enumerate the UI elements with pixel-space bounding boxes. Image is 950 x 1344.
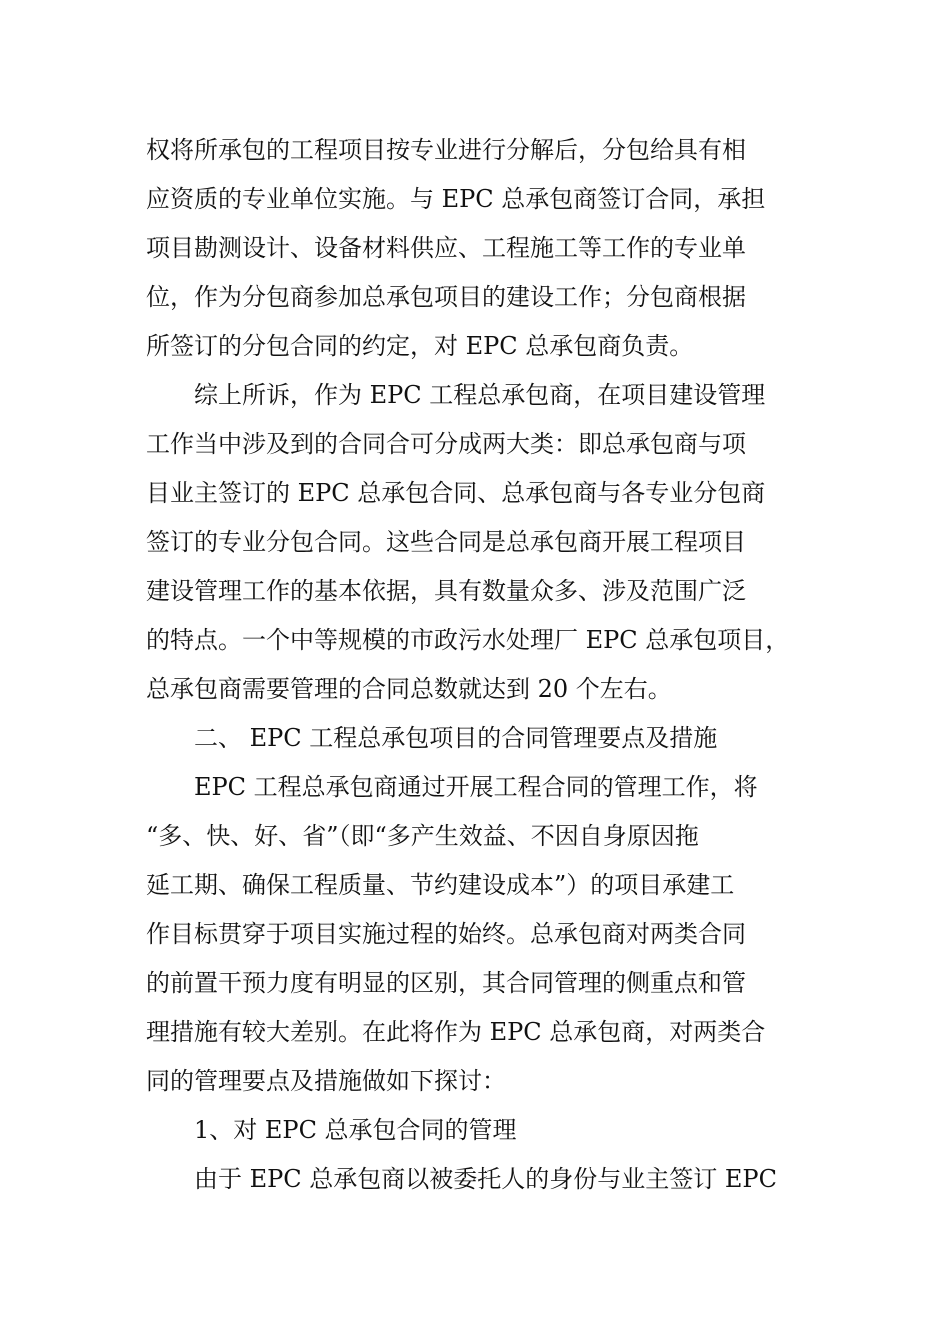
subsection-heading: 1、对 EPC 总承包合同的管理 bbox=[194, 1116, 517, 1144]
text-line: “多、快、好、省”（即“多产生效益、不因自身原因拖 bbox=[146, 822, 699, 850]
text-line: 项目勘测设计、设备材料供应、工程施工等工作的专业单 bbox=[146, 234, 746, 262]
text-line: 目业主签订的 EPC 总承包合同、总承包商与各专业分包商 bbox=[146, 479, 766, 507]
paragraph-start: 由于 EPC 总承包商以被委托人的身份与业主签订 EPC bbox=[194, 1165, 777, 1193]
section-heading: 二、 EPC 工程总承包项目的合同管理要点及措施 bbox=[194, 724, 718, 752]
text-line: 权将所承包的工程项目按专业进行分解后，分包给具有相 bbox=[146, 136, 746, 164]
text-line: 签订的专业分包合同。这些合同是总承包商开展工程项目 bbox=[146, 528, 746, 556]
paragraph-start: 综上所诉，作为 EPC 工程总承包商，在项目建设管理 bbox=[194, 381, 766, 409]
text-line: 工作当中涉及到的合同合可分成两大类：即总承包商与项 bbox=[146, 430, 746, 458]
text-line: 的前置干预力度有明显的区别，其合同管理的侧重点和管 bbox=[146, 969, 746, 997]
text-line: 应资质的专业单位实施。与 EPC 总承包商签订合同，承担 bbox=[146, 185, 766, 213]
text-line: 所签订的分包合同的约定，对 EPC 总承包商负责。 bbox=[146, 332, 694, 360]
document-body bbox=[146, 126, 806, 1204]
text-line: 理措施有较大差别。在此将作为 EPC 总承包商，对两类合 bbox=[146, 1018, 766, 1046]
text-line: 作目标贯穿于项目实施过程的始终。总承包商对两类合同 bbox=[146, 920, 746, 948]
text-line: 延工期、确保工程质量、节约建设成本”）的项目承建工 bbox=[146, 871, 735, 899]
text-line: 总承包商需要管理的合同总数就达到 20 个左右。 bbox=[146, 675, 672, 703]
text-line: 同的管理要点及措施做如下探讨： bbox=[146, 1067, 506, 1095]
text-line: 的特点。一个中等规模的市政污水处理厂 EPC 总承包项目， bbox=[146, 626, 790, 654]
text-line: 位，作为分包商参加总承包项目的建设工作；分包商根据 bbox=[146, 283, 746, 311]
text-line: 建设管理工作的基本依据，具有数量众多、涉及范围广泛 bbox=[146, 577, 746, 605]
paragraph-start: EPC 工程总承包商通过开展工程合同的管理工作，将 bbox=[194, 773, 758, 801]
